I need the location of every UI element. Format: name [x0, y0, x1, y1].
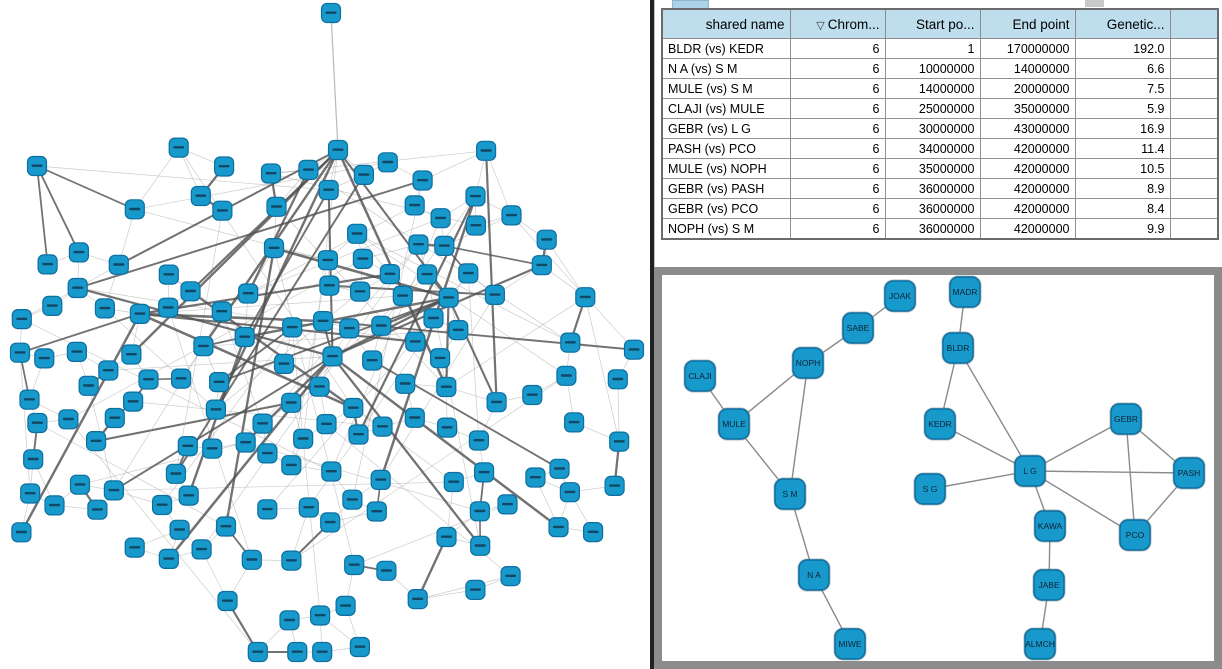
network-node[interactable] [218, 592, 237, 611]
network-node-NOPH[interactable] [792, 347, 824, 379]
svg-text:GEBR: GEBR [1113, 414, 1139, 424]
svg-text:ALMCH: ALMCH [1025, 639, 1055, 649]
network-node[interactable] [526, 468, 545, 487]
network-node[interactable] [71, 475, 90, 494]
table-cell-shared_name[interactable]: NOPH (vs) S M [662, 219, 790, 240]
network-edge [114, 482, 454, 490]
network-node[interactable] [444, 473, 463, 492]
table-cell-shared_name[interactable]: GEBR (vs) PCO [662, 199, 790, 219]
network-node[interactable] [605, 476, 624, 495]
network-node[interactable] [139, 370, 158, 389]
network-node[interactable] [311, 606, 330, 625]
network-node[interactable] [523, 386, 542, 405]
table-row[interactable] [662, 219, 1218, 240]
network-node[interactable] [320, 276, 339, 295]
sort-descending-icon[interactable]: ▽ [816, 19, 825, 32]
table-row[interactable] [662, 79, 1218, 99]
network-node[interactable] [353, 249, 372, 268]
network-node[interactable] [377, 561, 396, 580]
network-node[interactable] [212, 302, 231, 321]
network-node[interactable] [35, 349, 54, 368]
table-cell-end_point[interactable]: 42000000 [980, 219, 1075, 240]
network-node[interactable] [435, 236, 454, 255]
tab-fragment[interactable] [672, 0, 709, 8]
network-node[interactable] [28, 157, 47, 176]
network-node[interactable] [437, 528, 456, 547]
network-node[interactable] [21, 484, 40, 503]
network-node[interactable] [59, 410, 78, 429]
network-node[interactable] [317, 415, 336, 434]
network-node[interactable] [498, 495, 517, 514]
svg-text:SABE: SABE [846, 323, 870, 333]
network-node[interactable] [265, 239, 284, 258]
svg-text:NOPH: NOPH [795, 358, 821, 368]
table-cell-start_position[interactable]: 36000000 [885, 179, 980, 199]
network-node[interactable] [153, 496, 172, 515]
network-node[interactable] [24, 450, 43, 469]
table-cell-chromosome[interactable]: 6 [790, 159, 885, 179]
network-node[interactable] [87, 432, 106, 451]
network-node-S G[interactable] [914, 473, 946, 505]
network-node[interactable] [181, 282, 200, 301]
network-node-CLAJI[interactable] [684, 360, 716, 392]
table-row[interactable] [662, 39, 1218, 59]
network-node[interactable] [170, 520, 189, 539]
network-node[interactable] [210, 373, 229, 392]
table-row[interactable] [662, 119, 1218, 139]
network-edge [37, 166, 79, 252]
network-node[interactable] [373, 417, 392, 436]
network-node[interactable] [130, 304, 149, 323]
network-node[interactable] [192, 540, 211, 559]
network-node[interactable] [418, 265, 437, 284]
network-node[interactable] [560, 483, 579, 502]
network-node[interactable] [179, 486, 198, 505]
network-node[interactable] [69, 243, 88, 262]
network-node-ALMCH[interactable] [1024, 628, 1056, 660]
svg-text:MIWE: MIWE [838, 639, 862, 649]
network-node[interactable] [477, 141, 496, 160]
network-node[interactable] [354, 165, 373, 184]
network-node[interactable] [318, 251, 337, 270]
network-node-PCO[interactable] [1119, 519, 1151, 551]
network-node[interactable] [502, 206, 521, 225]
table-cell-end_point[interactable]: 170000000 [980, 39, 1075, 59]
network-node[interactable] [248, 643, 267, 662]
svg-text:KAWA: KAWA [1037, 521, 1063, 531]
network-node[interactable] [299, 498, 318, 517]
table-cell-extra[interactable] [1170, 139, 1218, 159]
table-panel-top-strip [655, 0, 1222, 8]
network-node[interactable] [45, 496, 64, 515]
network-node[interactable] [431, 349, 450, 368]
network-node[interactable] [319, 181, 338, 200]
network-node[interactable] [485, 285, 504, 304]
svg-text:PCO: PCO [1125, 530, 1145, 540]
network-node[interactable] [322, 4, 341, 23]
table-cell-genetic[interactable]: 9.9 [1075, 219, 1170, 240]
column-header-extra [1170, 9, 1218, 39]
table-cell-chromosome[interactable]: 6 [790, 79, 885, 99]
network-edge [418, 576, 511, 599]
table-cell-shared_name[interactable]: N A (vs) S M [662, 59, 790, 79]
network-node-BLDR[interactable] [942, 332, 974, 364]
network-node[interactable] [67, 342, 86, 361]
network-node[interactable] [172, 369, 191, 388]
table-cell-chromosome[interactable]: 6 [790, 99, 885, 119]
network-node-KAWA[interactable] [1034, 510, 1066, 542]
network-node[interactable] [329, 141, 348, 160]
table-cell-shared_name[interactable]: MULE (vs) S M [662, 79, 790, 99]
network-node-JABE[interactable] [1033, 569, 1065, 601]
network-node[interactable] [203, 439, 222, 458]
network-node[interactable] [350, 638, 369, 657]
network-edge [331, 13, 338, 150]
network-node[interactable] [282, 456, 301, 475]
table-cell-chromosome[interactable]: 6 [790, 219, 885, 240]
table-header-row [662, 9, 1218, 39]
network-node-PASH[interactable] [1173, 457, 1205, 489]
network-node[interactable] [282, 393, 301, 412]
network-node[interactable] [38, 255, 57, 274]
network-node[interactable] [438, 418, 457, 437]
network-node[interactable] [267, 197, 286, 216]
svg-text:L G: L G [1023, 466, 1037, 476]
network-edge [486, 151, 497, 402]
network-node[interactable] [314, 312, 333, 331]
table-cell-start_position[interactable]: 1 [885, 39, 980, 59]
table-cell-end_point[interactable]: 42000000 [980, 199, 1075, 219]
table-cell-start_position[interactable]: 30000000 [885, 119, 980, 139]
network-edge [329, 190, 333, 356]
network-edge [468, 273, 479, 440]
svg-text:MADR: MADR [952, 287, 978, 297]
network-node[interactable] [258, 444, 277, 463]
network-node[interactable] [125, 538, 144, 557]
table-cell-genetic[interactable]: 11.4 [1075, 139, 1170, 159]
network-node[interactable] [321, 513, 340, 532]
network-node[interactable] [239, 284, 258, 303]
network-node[interactable] [345, 556, 364, 575]
table-cell-genetic[interactable]: 16.9 [1075, 119, 1170, 139]
network-node-MADR[interactable] [949, 276, 981, 308]
network-node[interactable] [217, 517, 236, 536]
network-node-GEBR[interactable] [1110, 403, 1142, 435]
table-cell-chromosome[interactable]: 6 [790, 179, 885, 199]
table-cell-genetic[interactable]: 6.6 [1075, 59, 1170, 79]
table-cell-extra[interactable] [1170, 79, 1218, 99]
network-node[interactable] [124, 392, 143, 411]
network-node[interactable] [549, 518, 568, 537]
network-node[interactable] [288, 643, 307, 662]
network-node[interactable] [323, 347, 342, 366]
svg-text:N A: N A [807, 570, 821, 580]
network-node[interactable] [11, 343, 30, 362]
network-node[interactable] [262, 164, 281, 183]
table-cell-extra[interactable] [1170, 39, 1218, 59]
table-cell-shared_name[interactable]: GEBR (vs) PASH [662, 179, 790, 199]
network-node[interactable] [294, 429, 313, 448]
network-node[interactable] [125, 200, 144, 219]
network-node[interactable] [215, 157, 234, 176]
svg-text:CLAJI: CLAJI [688, 371, 712, 381]
network-node[interactable] [159, 549, 178, 568]
table-cell-extra[interactable] [1170, 59, 1218, 79]
table-row[interactable] [662, 59, 1218, 79]
network-node[interactable] [340, 319, 359, 338]
svg-text:MULE: MULE [722, 419, 746, 429]
network-node[interactable] [122, 345, 141, 364]
network-node[interactable] [253, 414, 272, 433]
edge-attribute-table [661, 8, 1219, 240]
table-cell-end_point[interactable]: 20000000 [980, 79, 1075, 99]
network-node-L G[interactable] [1014, 455, 1046, 487]
network-node[interactable] [561, 333, 580, 352]
network-node[interactable] [466, 216, 485, 235]
network-edge-GEBR-PCO [1126, 419, 1135, 535]
network-node-MIWE[interactable] [834, 628, 866, 660]
svg-text:S G: S G [922, 484, 938, 494]
table-cell-extra[interactable] [1170, 219, 1218, 240]
network-edge [357, 234, 566, 376]
table-cell-shared_name[interactable]: GEBR (vs) L G [662, 119, 790, 139]
network-node[interactable] [12, 523, 31, 542]
network-node[interactable] [313, 643, 332, 662]
table-row[interactable] [662, 199, 1218, 219]
network-node[interactable] [584, 523, 603, 542]
table-cell-genetic[interactable]: 5.9 [1075, 99, 1170, 119]
table-cell-end_point[interactable]: 42000000 [980, 159, 1075, 179]
network-node[interactable] [532, 256, 551, 275]
network-node[interactable] [424, 309, 443, 328]
network-node[interactable] [367, 502, 386, 521]
network-node[interactable] [466, 580, 485, 599]
table-cell-extra[interactable] [1170, 119, 1218, 139]
network-node[interactable] [557, 366, 576, 385]
network-node[interactable] [406, 332, 425, 351]
network-node[interactable] [12, 310, 31, 329]
network-node[interactable] [378, 153, 397, 172]
table-cell-extra[interactable] [1170, 179, 1218, 199]
network-edge [114, 346, 203, 490]
network-node[interactable] [191, 187, 210, 206]
network-node[interactable] [537, 230, 556, 249]
network-node[interactable] [348, 224, 367, 243]
table-cell-start_position[interactable]: 25000000 [885, 99, 980, 119]
network-node[interactable] [109, 255, 128, 274]
network-edge [512, 215, 635, 349]
network-node[interactable] [470, 502, 489, 521]
network-node[interactable] [550, 459, 569, 478]
network-node[interactable] [349, 425, 368, 444]
table-cell-shared_name[interactable]: BLDR (vs) KEDR [662, 39, 790, 59]
network-node[interactable] [469, 431, 488, 450]
network-node[interactable] [380, 265, 399, 284]
table-panel [654, 0, 1222, 267]
svg-text:S M: S M [782, 489, 798, 499]
network-node[interactable] [408, 590, 427, 609]
network-node[interactable] [43, 296, 62, 315]
network-node[interactable] [68, 279, 87, 298]
network-node[interactable] [322, 462, 341, 481]
network-node[interactable] [280, 611, 299, 630]
network-edge-NOPH-S M [790, 363, 808, 494]
table-cell-extra[interactable] [1170, 199, 1218, 219]
table-cell-chromosome[interactable]: 6 [790, 199, 885, 219]
network-node[interactable] [351, 282, 370, 301]
network-node[interactable] [576, 288, 595, 307]
network-node[interactable] [206, 400, 225, 419]
scrollbar-fragment[interactable] [1085, 0, 1104, 7]
table-cell-end_point[interactable]: 42000000 [980, 139, 1075, 159]
network-node[interactable] [159, 298, 178, 317]
table-cell-genetic[interactable]: 192.0 [1075, 39, 1170, 59]
network-node[interactable] [159, 265, 178, 284]
svg-text:PASH: PASH [1177, 468, 1201, 478]
table-cell-shared_name[interactable]: PASH (vs) PCO [662, 139, 790, 159]
network-node[interactable] [242, 550, 261, 569]
network-node[interactable] [99, 361, 118, 380]
table-row[interactable] [662, 179, 1218, 199]
network-node[interactable] [501, 567, 520, 586]
network-node[interactable] [343, 490, 362, 509]
network-node[interactable] [393, 286, 412, 305]
table-cell-start_position[interactable]: 34000000 [885, 139, 980, 159]
network-node[interactable] [236, 433, 255, 452]
network-node-N A[interactable] [798, 559, 830, 591]
table-cell-end_point[interactable]: 35000000 [980, 99, 1075, 119]
network-node[interactable] [439, 288, 458, 307]
table-cell-start_position[interactable]: 36000000 [885, 219, 980, 240]
small-network-panel [654, 267, 1222, 669]
network-node[interactable] [475, 463, 494, 482]
network-node[interactable] [275, 354, 294, 373]
svg-text:BLDR: BLDR [946, 343, 970, 353]
table-cell-end_point[interactable]: 14000000 [980, 59, 1075, 79]
network-edge [37, 166, 48, 264]
network-node[interactable] [105, 409, 124, 428]
table-cell-genetic[interactable]: 10.5 [1075, 159, 1170, 179]
network-node[interactable] [95, 299, 114, 318]
network-node[interactable] [409, 235, 428, 254]
network-node[interactable] [610, 432, 629, 451]
table-cell-extra[interactable] [1170, 159, 1218, 179]
network-node[interactable] [235, 328, 254, 347]
network-node[interactable] [213, 201, 232, 220]
table-cell-shared_name[interactable]: MULE (vs) NOPH [662, 159, 790, 179]
network-node[interactable] [405, 196, 424, 215]
network-node-S M[interactable] [774, 478, 806, 510]
table-cell-genetic[interactable]: 8.4 [1075, 199, 1170, 219]
network-node[interactable] [79, 376, 98, 395]
network-node[interactable] [310, 377, 329, 396]
network-node[interactable] [336, 596, 355, 615]
network-node[interactable] [608, 370, 627, 389]
network-edge-L G-PASH [1030, 471, 1189, 473]
table-cell-chromosome[interactable]: 6 [790, 39, 885, 59]
network-node-KEDR[interactable] [924, 408, 956, 440]
small-network-svg [662, 275, 1214, 661]
svg-text:KEDR: KEDR [928, 419, 952, 429]
table-row[interactable] [662, 99, 1218, 119]
network-node[interactable] [396, 374, 415, 393]
network-node-MULE[interactable] [718, 408, 750, 440]
column-header-shared_name[interactable]: shared name [662, 9, 790, 39]
network-node[interactable] [372, 316, 391, 335]
table-cell-start_position[interactable]: 10000000 [885, 59, 980, 79]
svg-text:JOAK: JOAK [888, 291, 912, 301]
network-node[interactable] [20, 390, 39, 409]
network-node-JOAK[interactable] [884, 280, 916, 312]
table-cell-shared_name[interactable]: CLAJI (vs) MULE [662, 99, 790, 119]
table-row[interactable] [662, 139, 1218, 159]
network-node[interactable] [344, 399, 363, 418]
network-node[interactable] [166, 464, 185, 483]
svg-text:JABE: JABE [1038, 580, 1060, 590]
network-node[interactable] [471, 536, 490, 555]
network-node[interactable] [459, 264, 478, 283]
table-row[interactable] [662, 159, 1218, 179]
network-node[interactable] [405, 408, 424, 427]
network-node[interactable] [28, 414, 47, 433]
network-node[interactable] [283, 318, 302, 337]
network-node[interactable] [466, 187, 485, 206]
network-edge [353, 408, 454, 482]
network-node[interactable] [449, 321, 468, 340]
network-node[interactable] [258, 500, 277, 519]
network-node[interactable] [625, 340, 644, 359]
network-node-SABE[interactable] [842, 312, 874, 344]
column-header-start_position[interactable]: Start po... [885, 9, 980, 39]
table-cell-chromosome[interactable]: 6 [790, 119, 885, 139]
network-node[interactable] [178, 437, 197, 456]
column-header-chromosome[interactable]: ▽ Chrom... [790, 9, 885, 39]
network-node[interactable] [487, 393, 506, 412]
table-cell-chromosome[interactable]: 6 [790, 139, 885, 159]
table-cell-chromosome[interactable]: 6 [790, 59, 885, 79]
table-cell-genetic[interactable]: 8.9 [1075, 179, 1170, 199]
table-cell-extra[interactable] [1170, 99, 1218, 119]
column-header-genetic[interactable]: Genetic... [1075, 9, 1170, 39]
network-node[interactable] [413, 171, 432, 190]
network-node[interactable] [299, 160, 318, 179]
network-edge [446, 298, 448, 387]
network-node[interactable] [565, 413, 584, 432]
table-cell-start_position[interactable]: 14000000 [885, 79, 980, 99]
network-node[interactable] [282, 551, 301, 570]
column-header-end_point[interactable]: End point [980, 9, 1075, 39]
table-cell-end_point[interactable]: 42000000 [980, 179, 1075, 199]
table-cell-start_position[interactable]: 36000000 [885, 199, 980, 219]
table-cell-genetic[interactable]: 7.5 [1075, 79, 1170, 99]
network-node[interactable] [437, 378, 456, 397]
table-cell-start_position[interactable]: 35000000 [885, 159, 980, 179]
network-node[interactable] [363, 351, 382, 370]
network-node[interactable] [169, 138, 188, 157]
network-node[interactable] [431, 209, 450, 228]
network-node[interactable] [88, 500, 107, 519]
network-node[interactable] [371, 470, 390, 489]
network-node[interactable] [194, 337, 213, 356]
network-node[interactable] [104, 481, 123, 500]
table-cell-end_point[interactable]: 43000000 [980, 119, 1075, 139]
